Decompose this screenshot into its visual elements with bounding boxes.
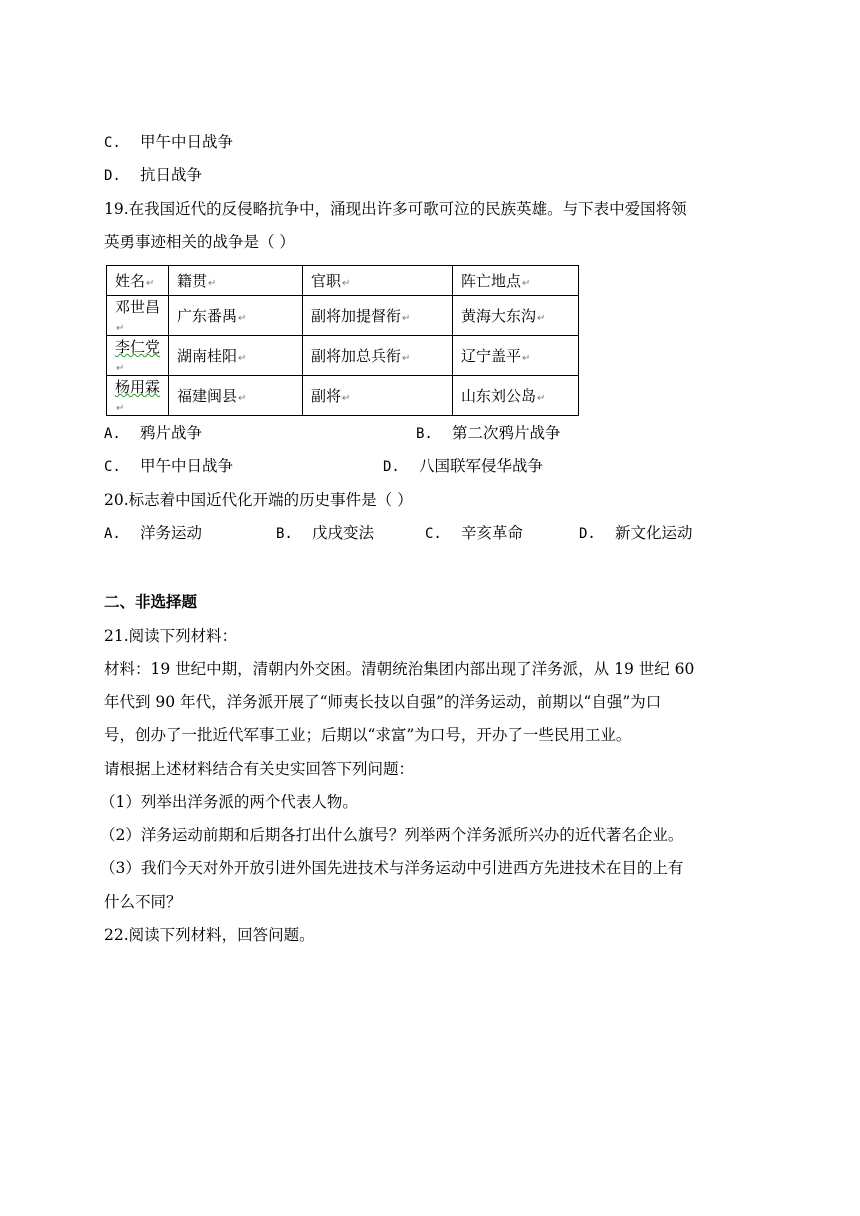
table-cell: 山东刘公岛↵ <box>453 376 579 416</box>
q20-option-a <box>104 523 202 544</box>
table-header-cell: 籍贯↵ <box>169 266 303 296</box>
table-cell: 副将↵ <box>303 376 453 416</box>
q21-sub-question-2: （2）洋务运动前期和后期各打出什么旗号？列举两个洋务派所兴办的近代著名企业。 <box>100 826 684 844</box>
q21-material-line1: 材料：19 世纪中期，清朝内外交困。清朝统治集团内部出现了洋务派，从 19 世纪 60 <box>104 660 695 678</box>
q21-sub-question-3-line2: 什么不同？ <box>104 893 182 911</box>
option-letter: D. <box>579 526 596 542</box>
q21-material-line2: 年代到 90 年代，洋务派开展了“师夷长技以自强”的洋务运动，前期以“自强”为口 <box>104 693 662 711</box>
option-text: 甲午中日战争 <box>140 457 234 475</box>
option-letter: C. <box>425 526 442 542</box>
table-cell: 黄海大东沟↵ <box>453 296 579 336</box>
table-header-cell: 阵亡地点↵ <box>453 266 579 296</box>
option-text: 第二次鸦片战争 <box>452 424 561 442</box>
table-header-cell: 姓名↵ <box>107 266 169 296</box>
table-cell: 副将加总兵衔↵ <box>303 336 453 376</box>
q19-option-d <box>383 456 543 477</box>
q20-stem: 20.标志着中国近代化开端的历史事件是（ ） <box>104 491 413 509</box>
table-row <box>107 376 579 416</box>
option-letter: A. <box>104 526 121 542</box>
q20-option-c <box>425 523 523 544</box>
q19-option-b <box>416 423 561 444</box>
section-heading: 二、非选择题 <box>104 592 198 611</box>
table-row <box>107 336 579 376</box>
option-text: 抗日战争 <box>140 166 203 184</box>
option-letter: A. <box>104 426 121 442</box>
option-letter: B. <box>416 426 433 442</box>
table-cell: 广东番禺↵ <box>169 296 303 336</box>
q19-option-c <box>104 456 233 477</box>
option-letter: D. <box>383 459 400 475</box>
q20-option-d <box>579 523 693 544</box>
table-cell: 李仁党↵ <box>107 336 169 376</box>
q21-sub-question-1: （1）列举出洋务派的两个代表人物。 <box>100 793 358 811</box>
option-text: 洋务运动 <box>140 524 203 542</box>
table-cell: 湖南桂阳↵ <box>169 336 303 376</box>
option-text: 鸦片战争 <box>140 424 203 442</box>
table-cell: 邓世昌↵ <box>107 296 169 336</box>
q21-material-line3: 号，创办了一批近代军事工业；后期以“求富”为口号，开办了一些民用工业。 <box>104 726 632 744</box>
table-cell: 杨用霖↵ <box>107 376 169 416</box>
generals-table <box>106 265 579 416</box>
q19-stem-line1: 19.在我国近代的反侵略抗争中，涌现出许多可歌可泣的民族英雄。与下表中爱国将领 <box>104 200 687 218</box>
table-row <box>107 296 579 336</box>
table-header-row <box>107 266 579 296</box>
q20-option-b <box>276 523 374 544</box>
option-text: 戊戌变法 <box>312 524 375 542</box>
option-letter: C. <box>104 459 121 475</box>
q18-option-c <box>104 132 233 153</box>
option-text: 甲午中日战争 <box>140 133 234 151</box>
option-text: 辛亥革命 <box>461 524 524 542</box>
option-letter: D. <box>104 168 121 184</box>
table-header-cell: 官职↵ <box>303 266 453 296</box>
option-letter: B. <box>276 526 293 542</box>
q21-instruction: 请根据上述材料结合有关史实回答下列问题： <box>104 760 415 778</box>
q22-stem: 22.阅读下列材料，回答问题。 <box>104 926 315 944</box>
table-cell: 副将加提督衔↵ <box>303 296 453 336</box>
table-cell: 福建闽县↵ <box>169 376 303 416</box>
q21-sub-question-3-line1: （3）我们今天对外开放引进外国先进技术与洋务运动中引进西方先进技术在目的上有 <box>100 859 684 877</box>
q21-stem: 21.阅读下列材料： <box>104 627 238 645</box>
option-letter: C. <box>104 135 121 151</box>
q19-stem-line2: 英勇事迹相关的战争是（ ） <box>104 233 295 251</box>
table-cell: 辽宁盖平↵ <box>453 336 579 376</box>
option-text: 新文化运动 <box>615 524 693 542</box>
q18-option-d <box>104 165 202 186</box>
q19-option-a <box>104 423 202 444</box>
option-text: 八国联军侵华战争 <box>419 457 544 475</box>
